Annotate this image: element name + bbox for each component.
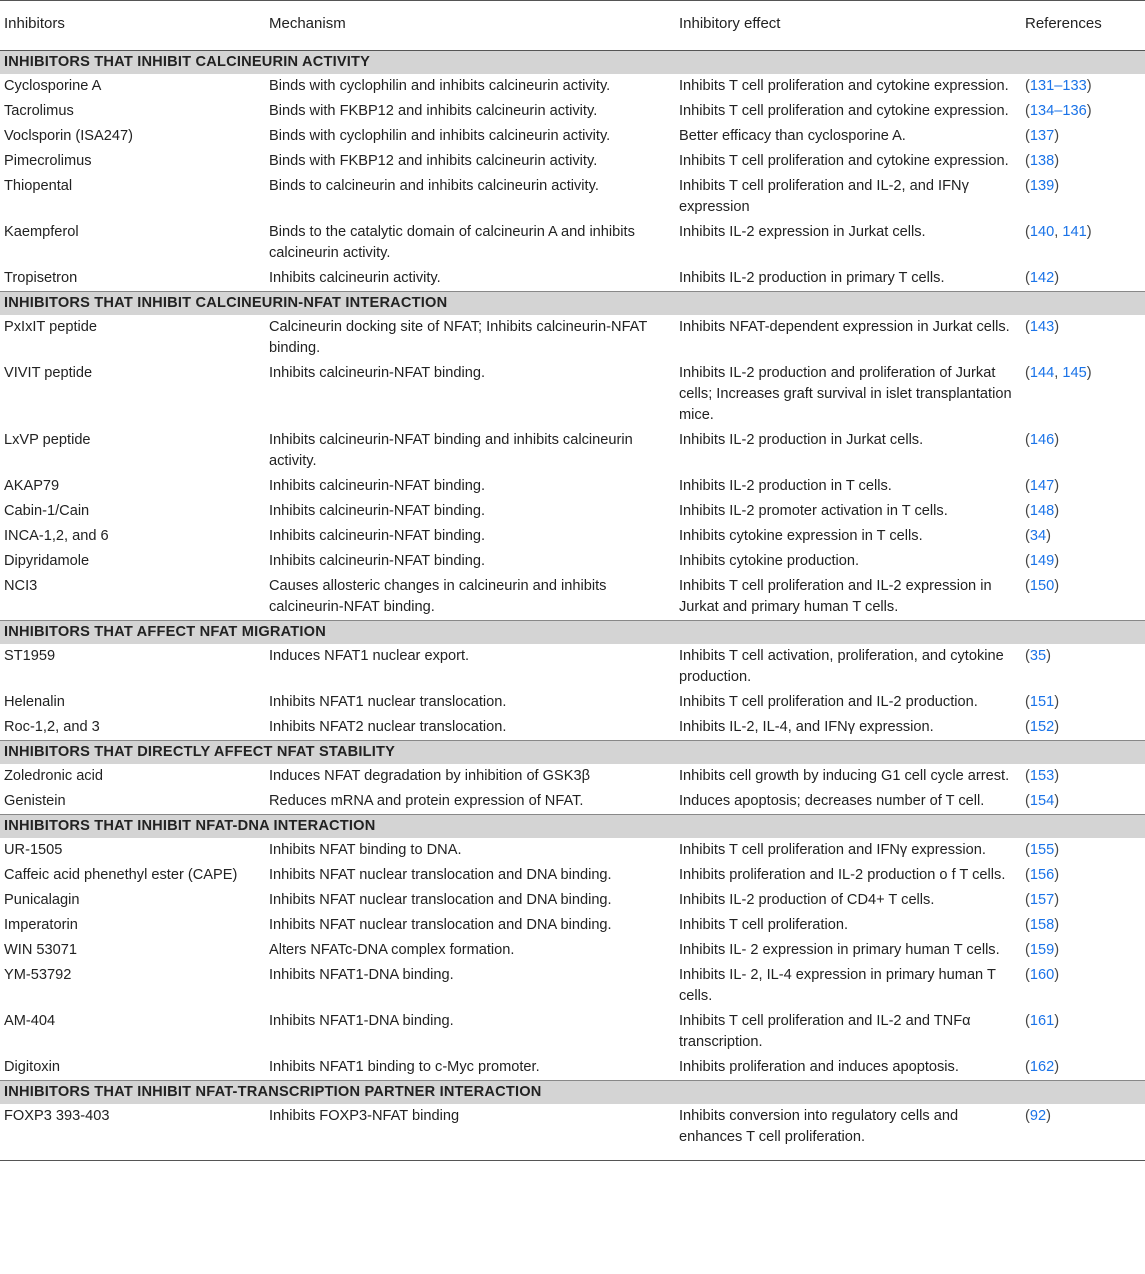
cell-references: (137) (1025, 128, 1060, 144)
cell-references: (156) (1025, 867, 1060, 883)
table-row (0, 149, 1145, 174)
table-row (0, 428, 1145, 474)
cell-inhibitor: ST1959 (4, 648, 56, 664)
column-header-references: References (1021, 1, 1145, 51)
column-header-inhibitory-effect: Inhibitory effect (675, 1, 1021, 51)
reference-link[interactable]: 154 (1029, 793, 1055, 809)
cell-references: (142) (1025, 270, 1060, 286)
cell-inhibitory-effect: Inhibits cytokine production. (679, 553, 860, 569)
cell-inhibitor: Caffeic acid phenethyl ester (CAPE) (4, 867, 238, 883)
cell-inhibitory-effect: Inhibits T cell proliferation and IL-2 expression in Jurkat and primary human T cells. (679, 578, 992, 615)
table-row (0, 913, 1145, 938)
cell-references: (157) (1025, 892, 1060, 908)
cell-mechanism: Induces NFAT1 nuclear export. (269, 648, 470, 664)
table-row (0, 963, 1145, 1009)
cell-references: (154) (1025, 793, 1060, 809)
reference-link[interactable]: 149 (1029, 553, 1055, 569)
cell-inhibitor: Helenalin (4, 694, 65, 710)
cell-inhibitory-effect: Inhibits T cell proliferation and IL-2, and IFNγ expression (679, 178, 969, 215)
table-row (0, 99, 1145, 124)
reference-link[interactable]: 150 (1029, 578, 1055, 594)
cell-inhibitor: Imperatorin (4, 917, 78, 933)
reference-link[interactable]: 151 (1029, 694, 1055, 710)
reference-link[interactable]: 131–133 (1029, 78, 1087, 94)
table-row (0, 124, 1145, 149)
section-header-row (0, 1081, 1145, 1105)
reference-link[interactable]: 153 (1029, 768, 1055, 784)
cell-references: (162) (1025, 1059, 1060, 1075)
cell-inhibitor: Voclsporin (ISA247) (4, 128, 133, 144)
table-row (0, 266, 1145, 292)
cell-mechanism: Inhibits NFAT1 nuclear translocation. (269, 694, 507, 710)
cell-inhibitory-effect: Inhibits T cell proliferation and IFNγ expression. (679, 842, 986, 858)
cell-mechanism: Inhibits FOXP3-NFAT binding (265, 1104, 675, 1161)
cell-references: (146) (1025, 432, 1060, 448)
cell-inhibitor: Dipyridamole (4, 553, 90, 569)
cell-inhibitor: WIN 53071 (4, 942, 78, 958)
reference-link[interactable]: 152 (1029, 719, 1055, 735)
cell-mechanism: Reduces mRNA and protein expression of NFAT. (269, 793, 584, 809)
cell-inhibitor: Zoledronic acid (4, 768, 103, 784)
cell-inhibitory-effect: Inhibits cytokine expression in T cells. (679, 528, 923, 544)
cell-references: (92) (1021, 1104, 1145, 1161)
cell-references: (150) (1025, 578, 1060, 594)
column-header-inhibitors: Inhibitors (0, 1, 265, 51)
cell-inhibitory-effect: Inhibits IL- 2 expression in primary human T cells. (679, 942, 1000, 958)
cell-inhibitory-effect: Inhibits conversion into regulatory cells and enhances T cell proliferation. (675, 1104, 1021, 1161)
cell-inhibitor: Cabin-1/Cain (4, 503, 90, 519)
cell-references: (134–136) (1025, 103, 1092, 119)
cell-inhibitory-effect: Inhibits IL- 2, IL-4 expression in primary human T cells. (679, 967, 996, 1004)
cell-mechanism: Binds with FKBP12 and inhibits calcineurin activity. (269, 103, 598, 119)
table-row (0, 361, 1145, 428)
cell-inhibitory-effect: Inhibits IL-2 production in Jurkat cells. (679, 432, 924, 448)
reference-link[interactable]: 137 (1029, 128, 1055, 144)
table-row (0, 1055, 1145, 1081)
cell-mechanism: Inhibits NFAT2 nuclear translocation. (269, 719, 507, 735)
cell-inhibitory-effect: Better efficacy than cyclosporine A. (679, 128, 906, 144)
cell-mechanism: Alters NFATc-DNA complex formation. (269, 942, 515, 958)
table-row (0, 315, 1145, 361)
cell-references: (34) (1025, 528, 1051, 544)
table-row (0, 499, 1145, 524)
cell-inhibitor: AKAP79 (4, 478, 60, 494)
cell-inhibitory-effect: Inhibits T cell proliferation and IL-2 and TNFα transcription. (679, 1013, 971, 1050)
reference-link[interactable]: 143 (1029, 319, 1055, 335)
cell-inhibitor: Cyclosporine A (4, 78, 102, 94)
section-title: INHIBITORS THAT INHIBIT NFAT-TRANSCRIPTION PARTNER INTERACTION (0, 1081, 1145, 1105)
cell-inhibitor: PxIxIT peptide (4, 319, 98, 335)
reference-link[interactable]: 146 (1029, 432, 1055, 448)
cell-inhibitory-effect: Inhibits IL-2 production in primary T cells. (679, 270, 945, 286)
reference-link[interactable]: 159 (1029, 942, 1055, 958)
reference-link[interactable]: 160 (1029, 967, 1055, 983)
cell-mechanism: Inhibits NFAT nuclear translocation and DNA binding. (269, 917, 612, 933)
table-row (0, 1009, 1145, 1055)
cell-references: (139) (1025, 178, 1060, 194)
cell-references: (138) (1025, 153, 1060, 169)
cell-inhibitor: FOXP3 393-403 (0, 1104, 265, 1161)
table-row (0, 74, 1145, 99)
section-title: INHIBITORS THAT INHIBIT CALCINEURIN ACTIVITY (0, 51, 1145, 75)
table-row (0, 715, 1145, 741)
cell-mechanism: Binds to the catalytic domain of calcineurin A and inhibits calcineurin activity. (269, 224, 635, 261)
table-row (0, 220, 1145, 266)
reference-link[interactable]: 158 (1029, 917, 1055, 933)
reference-link[interactable]: 138 (1029, 153, 1055, 169)
cell-mechanism: Inhibits calcineurin-NFAT binding. (269, 478, 486, 494)
cell-inhibitor: UR-1505 (4, 842, 63, 858)
reference-link[interactable]: 145 (1062, 365, 1087, 381)
cell-inhibitor: Roc-1,2, and 3 (4, 719, 100, 735)
cell-mechanism: Inhibits calcineurin-NFAT binding and inhibits calcineurin activity. (269, 432, 633, 469)
cell-inhibitor: Pimecrolimus (4, 153, 92, 169)
cell-mechanism: Inhibits NFAT nuclear translocation and DNA binding. (269, 892, 612, 908)
reference-link[interactable]: 161 (1029, 1013, 1055, 1029)
reference-link[interactable]: 148 (1029, 503, 1055, 519)
cell-inhibitory-effect: Inhibits T cell proliferation and cytokine expression. (679, 103, 1009, 119)
table-row (0, 888, 1145, 913)
cell-inhibitory-effect: Induces apoptosis; decreases number of T cell. (679, 793, 985, 809)
table-row (0, 644, 1145, 690)
cell-mechanism: Binds with FKBP12 and inhibits calcineurin activity. (269, 153, 598, 169)
cell-inhibitory-effect: Inhibits IL-2 expression in Jurkat cells. (679, 224, 926, 240)
reference-link[interactable]: 142 (1029, 270, 1055, 286)
cell-inhibitory-effect: Inhibits T cell activation, proliferation, and cytokine production. (679, 648, 1004, 685)
reference-link[interactable]: 140 (1029, 224, 1055, 240)
cell-mechanism: Induces NFAT degradation by inhibition of GSK3β (269, 768, 590, 784)
cell-inhibitory-effect: Inhibits NFAT-dependent expression in Jurkat cells. (679, 319, 1010, 335)
cell-inhibitor: VIVIT peptide (4, 365, 93, 381)
table-row (0, 474, 1145, 499)
table-row (0, 574, 1145, 621)
cell-references: (147) (1025, 478, 1060, 494)
cell-inhibitory-effect: Inhibits T cell proliferation. (679, 917, 848, 933)
cell-mechanism: Inhibits calcineurin-NFAT binding. (269, 528, 486, 544)
reference-link[interactable]: 141 (1062, 224, 1087, 240)
cell-inhibitory-effect: Inhibits cell growth by inducing G1 cell cycle arrest. (679, 768, 1010, 784)
reference-link[interactable]: 139 (1029, 178, 1055, 194)
cell-references: (158) (1025, 917, 1060, 933)
cell-inhibitor: Genistein (4, 793, 66, 809)
cell-references: (149) (1025, 553, 1060, 569)
cell-mechanism: Inhibits NFAT binding to DNA. (269, 842, 462, 858)
cell-inhibitory-effect: Inhibits IL-2 production and proliferation of Jurkat cells; Increases graft survival in islet transplantation mice. (679, 365, 1012, 423)
reference-link[interactable]: 144 (1029, 365, 1055, 381)
cell-mechanism: Inhibits NFAT1-DNA binding. (269, 967, 454, 983)
cell-references: (160) (1025, 967, 1060, 983)
cell-references: (161) (1025, 1013, 1060, 1029)
cell-mechanism: Inhibits calcineurin-NFAT binding. (269, 503, 486, 519)
reference-link[interactable]: 147 (1029, 478, 1055, 494)
table-row (0, 524, 1145, 549)
cell-inhibitory-effect: Inhibits IL-2 production of CD4+ T cells. (679, 892, 935, 908)
reference-link[interactable]: 34 (1029, 528, 1047, 544)
cell-mechanism: Binds to calcineurin and inhibits calcineurin activity. (269, 178, 599, 194)
cell-inhibitor: INCA-1,2, and 6 (4, 528, 109, 544)
cell-mechanism: Calcineurin docking site of NFAT; Inhibits calcineurin-NFAT binding. (269, 319, 647, 356)
cell-inhibitory-effect: Inhibits T cell proliferation and cytokine expression. (679, 153, 1009, 169)
cell-inhibitor: Thiopental (4, 178, 73, 194)
cell-inhibitory-effect: Inhibits proliferation and IL-2 production o f T cells. (679, 867, 1006, 883)
cell-inhibitory-effect: Inhibits T cell proliferation and IL-2 production. (679, 694, 978, 710)
reference-link[interactable]: 156 (1029, 867, 1055, 883)
cell-references: (140, 141) (1025, 224, 1092, 240)
cell-mechanism: Binds with cyclophilin and inhibits calcineurin activity. (269, 128, 611, 144)
table-row (0, 690, 1145, 715)
cell-inhibitory-effect: Inhibits T cell proliferation and cytokine expression. (679, 78, 1009, 94)
reference-link[interactable]: 155 (1029, 842, 1055, 858)
table-row (0, 1104, 1145, 1161)
cell-inhibitory-effect: Inhibits proliferation and induces apoptosis. (679, 1059, 959, 1075)
cell-references: (35) (1025, 648, 1051, 664)
cell-references: (155) (1025, 842, 1060, 858)
section-header-row (0, 621, 1145, 645)
cell-inhibitor: LxVP peptide (4, 432, 91, 448)
section-header-row (0, 292, 1145, 316)
cell-references: (159) (1025, 942, 1060, 958)
cell-references: (144, 145) (1025, 365, 1092, 381)
cell-references: (152) (1025, 719, 1060, 735)
section-title: INHIBITORS THAT INHIBIT CALCINEURIN-NFAT INTERACTION (0, 292, 1145, 316)
cell-inhibitor: Kaempferol (4, 224, 79, 240)
table-row (0, 863, 1145, 888)
cell-references: (151) (1025, 694, 1060, 710)
cell-inhibitor: Tropisetron (4, 270, 78, 286)
cell-mechanism: Inhibits NFAT nuclear translocation and DNA binding. (269, 867, 612, 883)
cell-inhibitory-effect: Inhibits IL-2 promoter activation in T cells. (679, 503, 948, 519)
section-title: INHIBITORS THAT INHIBIT NFAT-DNA INTERACTION (0, 815, 1145, 839)
cell-inhibitory-effect: Inhibits IL-2 production in T cells. (679, 478, 892, 494)
cell-mechanism: Inhibits calcineurin activity. (269, 270, 441, 286)
cell-inhibitor: Tacrolimus (4, 103, 74, 119)
cell-inhibitor: AM-404 (4, 1013, 56, 1029)
cell-references: (131–133) (1025, 78, 1092, 94)
column-header-mechanism: Mechanism (265, 1, 675, 51)
cell-inhibitor: Digitoxin (4, 1059, 60, 1075)
cell-inhibitor: YM-53792 (4, 967, 72, 983)
table-header (0, 1, 1145, 51)
section-title: INHIBITORS THAT AFFECT NFAT MIGRATION (0, 621, 1145, 645)
section-header-row (0, 815, 1145, 839)
reference-link[interactable]: 162 (1029, 1059, 1055, 1075)
cell-inhibitor: NCI3 (4, 578, 38, 594)
cell-references: (153) (1025, 768, 1060, 784)
cell-mechanism: Inhibits calcineurin-NFAT binding. (269, 365, 486, 381)
table-row (0, 549, 1145, 574)
table-row (0, 938, 1145, 963)
table-body (0, 51, 1145, 1161)
cell-mechanism: Inhibits NFAT1 binding to c-Myc promoter. (269, 1059, 540, 1075)
table-row (0, 838, 1145, 863)
reference-link[interactable]: 157 (1029, 892, 1055, 908)
cell-references: (148) (1025, 503, 1060, 519)
table-row (0, 174, 1145, 220)
section-header-row (0, 51, 1145, 75)
cell-inhibitory-effect: Inhibits IL-2, IL-4, and IFNγ expression. (679, 719, 934, 735)
cell-references: (143) (1025, 319, 1060, 335)
section-header-row (0, 741, 1145, 765)
table-row (0, 789, 1145, 815)
reference-link[interactable]: 92 (1029, 1108, 1047, 1124)
cell-mechanism: Inhibits calcineurin-NFAT binding. (269, 553, 486, 569)
reference-link[interactable]: 35 (1029, 648, 1047, 664)
section-title: INHIBITORS THAT DIRECTLY AFFECT NFAT STABILITY (0, 741, 1145, 765)
table-row (0, 764, 1145, 789)
cell-mechanism: Causes allosteric changes in calcineurin and inhibits calcineurin-NFAT binding. (269, 578, 607, 615)
reference-link[interactable]: 134–136 (1029, 103, 1087, 119)
cell-mechanism: Binds with cyclophilin and inhibits calcineurin activity. (269, 78, 611, 94)
cell-mechanism: Inhibits NFAT1-DNA binding. (269, 1013, 454, 1029)
cell-inhibitor: Punicalagin (4, 892, 80, 908)
